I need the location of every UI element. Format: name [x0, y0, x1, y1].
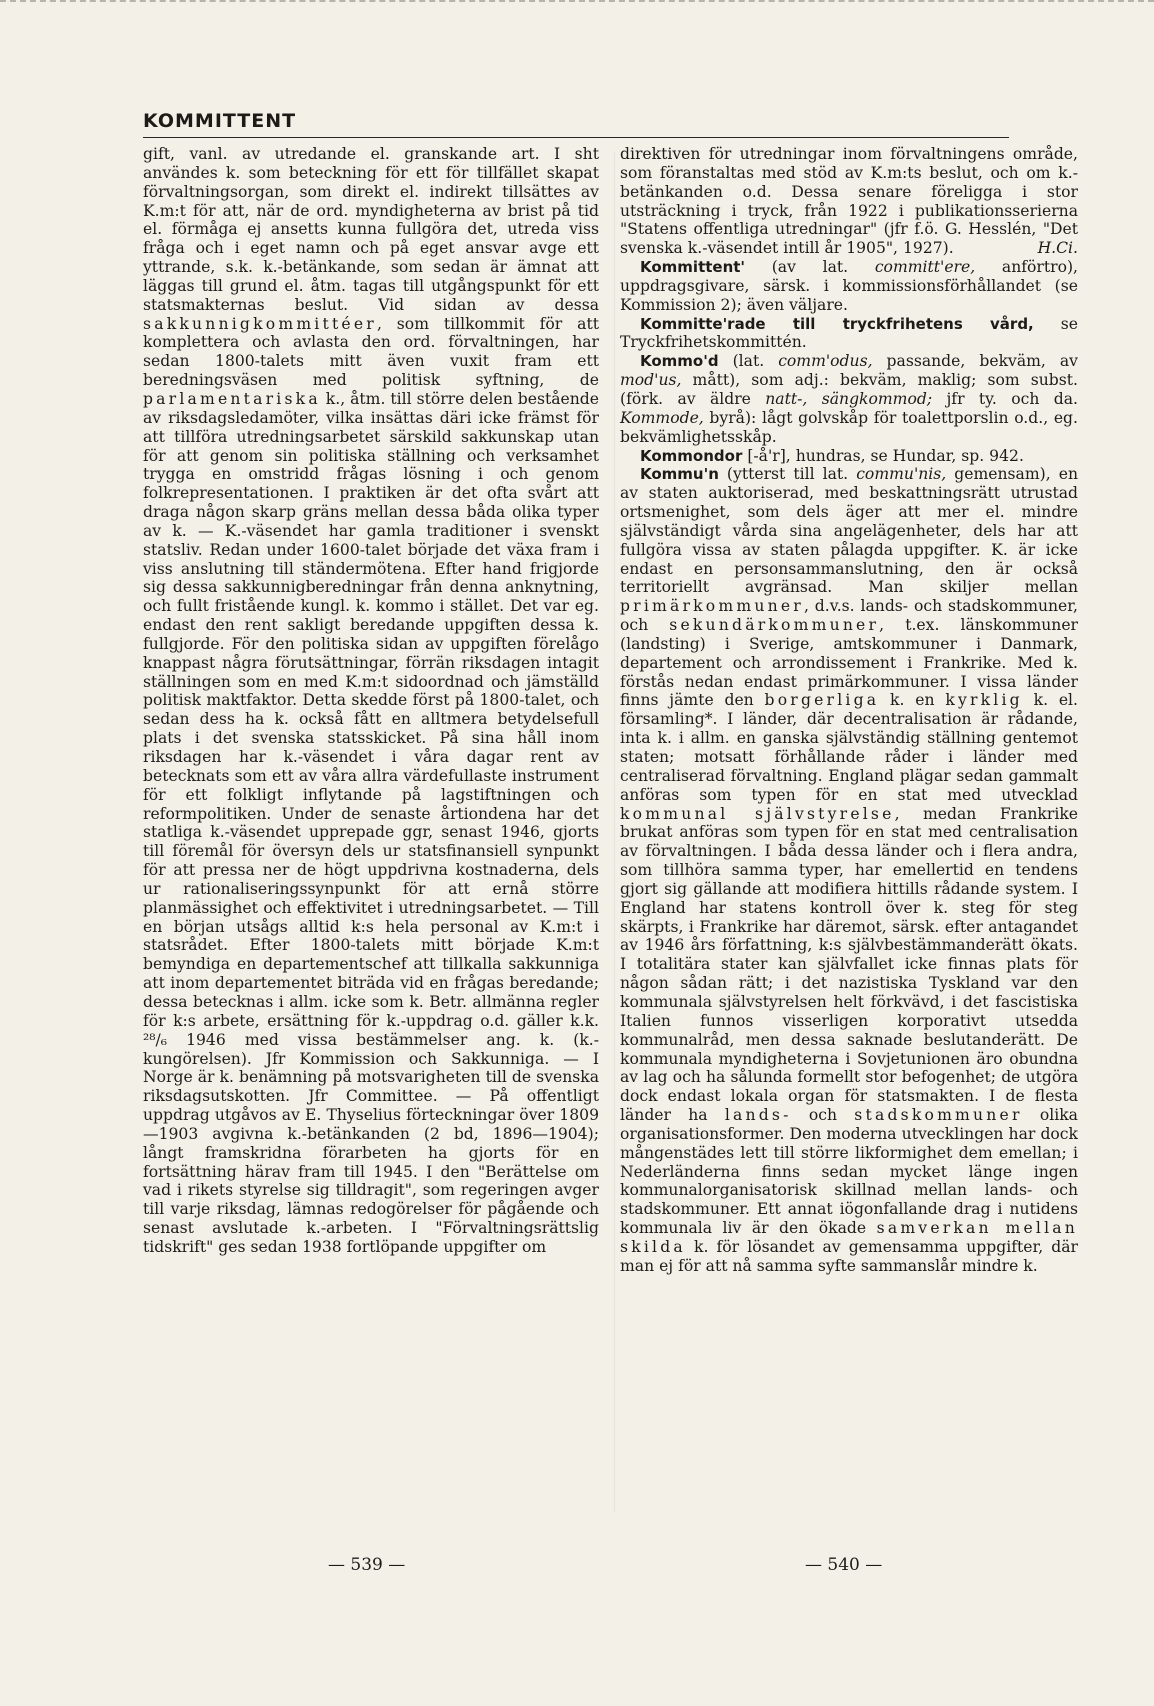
entry-kommittent	[620, 258, 1078, 315]
text-run: byrå): lågt golvskåp för toalettporslin o.d., eg. bekvämlighetsskåp.	[620, 408, 1078, 446]
italic-term: committ'ere,	[874, 258, 976, 277]
entry-kommondor	[620, 447, 1078, 466]
headword: Kommitte'rade till tryckfrihetens vård,	[640, 314, 1034, 333]
text-run: anförtro), uppdragsgivare, särsk. i kommissionsförhållandet (se Kommission 2); även väljare.	[620, 258, 1079, 314]
text-run: k., åtm. till större delen bestående av riksdagsledamöter, vilka insättas däri icke främst för att tillföra utredningsarbetet särskild sakkunskap utan för att genom sin politiska ställning och verksamhet trygga en omstridd frågas lösning i och genom folkrepresentationen. I praktiken är det ofta svårt att draga någon skarp gräns mellan dessa båda olika typer av k. — K.-väsendet har gamla traditioner i svenskt statsliv. Redan under 1600-talet började det växa fram i viss anslutning till ständermötena. Efter hand frigjorde sig dessa sakkunnigberedningar från denna anknytning, och fullt fristående kungl. k. kommo i stället. Det var eg. endast den rent sakligt beredande uppgiften dessa k. fullgjorde. För den politiska sidan av uppgiften förelågo knappast några förutsättningar, förrän riksdagen intagit ställningen som en med K.m:t sidoordnad och jämställd politisk maktfaktor. Detta skedde först på 1800-talet, och sedan dess ha k. också fått en alltmera betydelsefull plats i det svenska statsskicket. På sina håll inom riksdagen har k.-väsendet i våra dagar rent av betecknats som ett av våra allra värdefullaste instrument för ett folkligt inflytande på lagstiftningen och reformpolitiken. Under de senaste årtiondena har det statliga k.-väsendet upprepade ggr, senast 1946, gjorts till föremål för översyn dels ur statsfinansiell synpunkt för att pressa ner de högt uppdrivna kostnaderna, dels ur rationaliseringssynpunkt för att ernå större planmässighet och effektivitet i utredningsarbetet. — Till en början utsågs alltid k:s hela personal av K.m:t i statsrådet. Efter 1800-talets mitt började K.m:t bemyndiga en departementschef att tillkalla sakkunniga att inom departementet biträda vid en frågas beredande; dessa betecknas i allm. icke som k. Betr. allmänna regler för k:s arbete, ersättning för k.-uppdrag o.d. gäller k.k. ²⁸/₆ 1946 med vissa bestämmelser ang. k. (k.-kungörelsen). Jfr Kommission och Sakkunniga. — I Norge är k. benämning på motsvarigheten till de svenska riksdagsutskotten. Jfr Committee. — På offentligt uppdrag utgåvos av E. Thyselius förteckningar över 1809—1903 avgivna k.-betänkanden (2 bd, 1896—1904); långt framskridna förarbeten ha gjorts för en fortsättning härav fram till 1945. I den "Berättelse om vad i rikets styrelse sig tilldragit", som regeringen avger till varje riksdag, lämnas redogörelser för pågående och senast avslutade k.-arbeten. I "Förvaltningsrättslig tidskrift" ges sedan 1938 fortlöpande uppgifter om	[143, 389, 600, 1256]
running-head: KOMMITTENT	[143, 110, 297, 132]
continued-paragraph	[620, 145, 1078, 258]
text-run: k. el. församling*. I länder, där decentralisation är rådande, inta k. i allm. en ganska självständig ställning gentemot staten; motsatt förhållande råder i länder med centraliserad förvaltning. England plägar sedan gammalt anföras som typen för en stat med utvecklad	[620, 691, 1078, 804]
text-run: k. en	[879, 691, 946, 710]
column-divider	[614, 152, 615, 1512]
entry-kommun	[620, 465, 1078, 1275]
spaced-term: stadskommuner	[854, 1106, 1023, 1125]
spaced-term: kyrklig	[945, 691, 1023, 710]
headword: Kommo'd	[640, 352, 719, 371]
page-number-right: — 540 —	[805, 1555, 883, 1575]
left-column	[143, 145, 599, 1257]
headword: Kommittent'	[640, 258, 746, 277]
spaced-term: sakkunnigkommittéer	[143, 314, 377, 333]
right-column	[620, 145, 1078, 1276]
spaced-term: sekundärkommuner	[669, 616, 880, 635]
text-run: passande, bekväm, av	[872, 352, 1078, 371]
text-run: olika organisationsformer. Den moderna utvecklingen har dock mångenstädes lett till större likformighet dem emellan; i Nederländerna finns sedan mycket länge ingen kommunalorganisatorisk skillnad mellan lands- och stadskommuner. Ett annat iögonfallande drag i nutidens kommunala liv är den ökade	[620, 1106, 1078, 1238]
text-run: (av lat.	[745, 258, 875, 277]
spaced-term: borgerliga	[764, 691, 880, 710]
text-run: , som tillkommit för att komplettera och avlasta den ord. förvaltningen, har sedan 1800-talets mitt även vuxit fram ett beredningsväsen med politisk syftning, de	[143, 314, 599, 390]
italic-term: commu'nis,	[856, 465, 947, 484]
text-run: , t.ex. länskommuner (landsting) i Sverige, amtskommuner i Danmark, departement och arrondissement i Frankrike. Med k. förstås nedan endast primärkommuner. I vissa länder finns jämte den	[620, 616, 1078, 710]
text-run: mått), som adj.: bekväm, maklig; som subst. (förk. av äldre	[620, 371, 1078, 408]
header-rule	[143, 137, 1009, 138]
spaced-term: primärkommuner	[620, 597, 804, 616]
text-run: se Tryckfrihetskommittén.	[620, 314, 1078, 352]
headword: Kommondor	[640, 446, 743, 465]
text-run: (lat.	[718, 352, 779, 371]
left-column-paragraph	[143, 145, 599, 1257]
spaced-term: samverkan mellan skilda	[620, 1219, 1079, 1256]
text-run: k. för lösandet av gemensamma uppgifter, där man ej för att nå samma syfte sammanslår mindre k.	[620, 1237, 1078, 1275]
scan-edge	[0, 0, 1154, 5]
headword: Kommu'n	[640, 465, 719, 484]
entry-kommitterade	[620, 315, 1078, 353]
text-run: direktiven för utredningar inom förvaltningens område, som föranstaltas med stöd av K.m:ts beslut, och om k.-betänkanden o.d. Dessa senare föreligga i stor utsträckning i tryck, från 1922 i publikationsserierna "Statens offentliga utredningar" (jfr f.ö. G. Hesslén, "Det svenska k.-väsendet intill år 1905", 1927).	[620, 145, 1078, 258]
text-run: gift, vanl. av utredande el. granskande art. I sht användes k. som beteckning för ett för tillfället skapat förvaltningsorgan, som direkt el. indirekt tillsättes av K.m:t för att, när de ord. myndigheterna av brist på tid el. förmåga ej ansetts kunna fullgöra det, utreda viss fråga och i eget namn och på eget ansvar avge ett yttrande, s.k. k.-betänkande, som sedan är ämnat att läggas till grund el. åtm. tagas till utgångspunkt för ett statsmakternas beslut. Vid sidan av dessa	[143, 145, 599, 314]
italic-term: mod'us,	[620, 371, 682, 390]
author-signature: H.Ci.	[1037, 239, 1078, 258]
text-run: jfr ty. och da.	[932, 389, 1078, 408]
spaced-term: parlamentariska	[143, 389, 321, 408]
text-run: och	[791, 1106, 855, 1125]
text-run: (ytterst till lat.	[718, 465, 857, 484]
entry-kommod	[620, 352, 1078, 446]
italic-term: comm'odus,	[778, 352, 873, 371]
italic-term: natt-, sängkommod;	[765, 389, 933, 408]
text-run: , d.v.s. lands- och stadskommuner, och	[620, 597, 1078, 635]
spaced-term: kommunal självstyrelse	[620, 804, 895, 823]
text-run: , medan Frankrike brukat anföras som typen för en stat med centralisation av förvaltningen. I båda dessa länder och i flera andra, som tillhöra samma typer, har emellertid en tendens gjort sig gällande att modifiera hittills rådande system. I England har statens kontroll över k. steg för steg skärpts, i Frankrike har däremot, särsk. efter antagandet av 1946 års författning, k:s självbestämmanderätt ökats. I totalitära stater kan självfallet icke finnas plats för någon sådan rätt; i det nazistiska Tyskland var den kommunala självstyrelsen helt förkvävd, i det fascistiska Italien funnos visserligen korporativt utsedda kommunalråd, men dessa saknade beslutanderätt. De kommunala myndigheterna i Sovjetunionen äro obundna av lag och ha sålunda formellt stor befogenhet; de utgöra dock endast lokala organ för statsmakten. I de flesta länder ha	[620, 804, 1078, 1125]
text-run: gemensam), en av staten auktoriserad, med beskattningsrätt utrustad ortsmenighet, som dels äger att mer el. mindre självständigt vårda sina angelägenheter, dels har att fullgöra vissa av staten pålagda uppgifter. K. är icke endast en personsammanslutning, den är också territoriellt avgränsad. Man skiljer mellan	[620, 465, 1078, 597]
page-number-left: — 539 —	[328, 1555, 406, 1575]
text-run: [-å'r], hundras, se Hundar, sp. 942.	[742, 446, 1024, 465]
spaced-term: lands-	[724, 1106, 792, 1125]
italic-term: Kommode,	[620, 408, 704, 427]
